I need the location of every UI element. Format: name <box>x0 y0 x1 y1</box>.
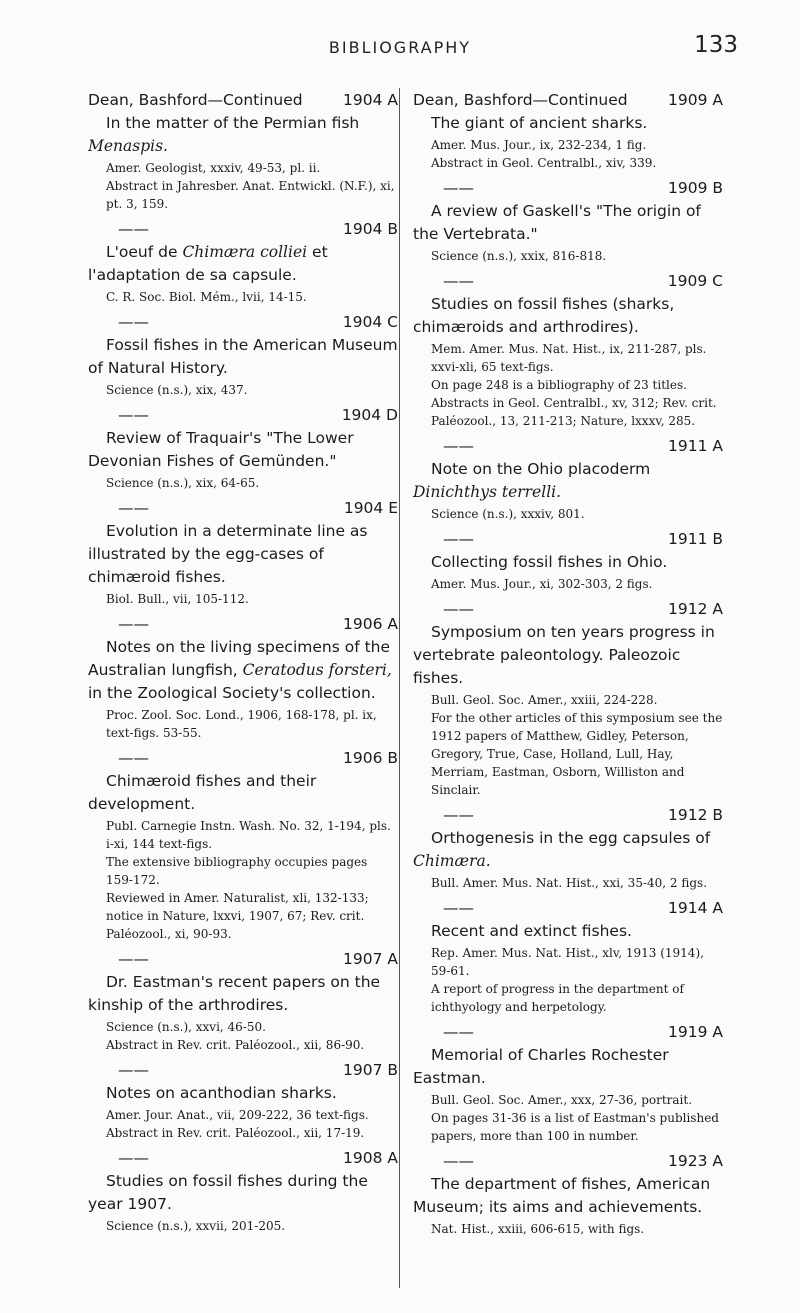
bib-entry: —— 1912 B Orthogenesis in the egg capsules of Chimæra. Bull. Amer. Mus. Nat. Hist., xxi, 35-40, 2 figs. <box>413 803 723 892</box>
entry-citation: Bull. Geol. Soc. Amer., xxiii, 224-228. For the other articles of this symposium see the 1912 papers of Matthew, Gidley, Peterson, Gregory, True, Case, Holland, Lull, Hay, Merriam, Eastman, Osborn, Williston and Sinclair. <box>431 693 723 797</box>
bib-entry: —— 1923 A The department of fishes, American Museum; its aims and achievements. Nat. Hist., xxiii, 606-615, with figs. <box>413 1149 723 1238</box>
bib-entry: —— 1907 B Notes on acanthodian sharks. Amer. Jour. Anat., vii, 209-222, 36 text-figs. Abstract in Rev. crit. Paléozool., xii, 17-19. <box>88 1058 398 1142</box>
bib-entry: —— 1914 A Recent and extinct fishes. Rep. Amer. Mus. Nat. Hist., xlv, 1913 (1914), 59-61. A report of progress in the department of ichthyology and herpetology. <box>413 896 723 1016</box>
bib-entry: —— 1908 A Studies on fossil fishes during the year 1907. Science (n.s.), xxvii, 201-205. <box>88 1146 398 1235</box>
entry-citation: Rep. Amer. Mus. Nat. Hist., xlv, 1913 (1914), 59-61. A report of progress in the department of ichthyology and herpetology. <box>431 946 704 1014</box>
author-heading: Dean, Bashford—Continued <box>413 91 628 109</box>
entry-title: Notes on acanthodian sharks. <box>106 1084 337 1102</box>
entry-year: 1908 A <box>343 1149 398 1167</box>
entry-year: 1909 B <box>667 179 723 197</box>
entry-year: 1919 A <box>668 1023 723 1041</box>
entry-title: The department of fishes, American Museum; its aims and achievements. <box>413 1175 711 1216</box>
entry-year: 1912 A <box>668 600 723 618</box>
entry-title: Studies on fossil fishes (sharks, chimæroids and arthrodires). <box>413 295 675 336</box>
entry-year: 1907 B <box>342 1061 398 1079</box>
entry-year: 1909 C <box>667 272 723 290</box>
entry-citation: Science (n.s.), xxix, 816-818. <box>431 249 607 263</box>
entry-citation: Amer. Mus. Jour., ix, 232-234, 1 fig. Abstract in Geol. Centralbl., xiv, 339. <box>431 138 657 170</box>
entry-citation: Bull. Amer. Mus. Nat. Hist., xxi, 35-40, 2 figs. <box>431 876 708 890</box>
entry-citation: C. R. Soc. Biol. Mém., lvii, 14-15. <box>106 290 307 304</box>
entry-title: Notes on the living specimens of the Australian lungfish, Ceratodus forsteri, in the Zoological Society's collection. <box>88 638 392 702</box>
entry-title: Memorial of Charles Rochester Eastman. <box>413 1046 669 1087</box>
entry-title: Note on the Ohio placoderm Dinichthys terrelli. <box>413 460 651 501</box>
bib-entry: —— 1904 B L'oeuf de Chimæra colliei et l'adaptation de sa capsule. C. R. Soc. Biol. Mém., lvii, 14-15. <box>88 217 398 306</box>
bib-entry: —— 1919 A Memorial of Charles Rochester Eastman. Bull. Geol. Soc. Amer., xxx, 27-36, portrait. On pages 31-36 is a list of Eastman's published papers, more than 100 in number. <box>413 1020 723 1145</box>
entry-year: 1906 B <box>342 749 398 767</box>
entry-title: In the matter of the Permian fish Menaspis. <box>88 114 360 155</box>
entry-year: 1906 A <box>343 615 398 633</box>
entry-citation: Science (n.s.), xxvii, 201-205. <box>106 1219 286 1233</box>
bib-entry: —— 1912 A Symposium on ten years progress in vertebrate paleontology. Paleozoic fishes. Bull. Geol. Soc. Amer., xxiii, 224-228. For the other articles of this symposium see the 1912 papers of Matthew, Gidley, Peterson, Gregory, True, Case, Holland, Lull, Hay, Merriam, Eastman, Osborn, Williston and Sinclair. <box>413 597 723 799</box>
entry-year: 1907 A <box>343 950 398 968</box>
entry-year: 1914 A <box>668 899 723 917</box>
entry-title: Recent and extinct fishes. <box>431 922 632 940</box>
entry-year: 1904 B <box>342 220 398 238</box>
entry-title: Orthogenesis in the egg capsules of Chimæra. <box>413 829 711 870</box>
entry-title: Chimæroid fishes and their development. <box>88 772 317 813</box>
entry-title: Collecting fossil fishes in Ohio. <box>431 553 668 571</box>
entry-citation: Science (n.s.), xix, 437. <box>106 383 248 397</box>
bib-entry: —— 1911 B Collecting fossil fishes in Ohio. Amer. Mus. Jour., xi, 302-303, 2 figs. <box>413 527 723 593</box>
entry-title: A review of Gaskell's "The origin of the Vertebrata." <box>413 202 701 243</box>
entry-year: 1904 A <box>343 91 398 109</box>
entry-citation: Science (n.s.), xxvi, 46-50. Abstract in Rev. crit. Paléozool., xii, 86-90. <box>106 1020 365 1052</box>
entry-title: The giant of ancient sharks. <box>431 114 648 132</box>
entry-title: Studies on fossil fishes during the year 1907. <box>88 1172 368 1213</box>
entry-title: Symposium on ten years progress in vertebrate paleontology. Paleozoic fishes. <box>413 623 715 687</box>
bib-entry: —— 1904 D Review of Traquair's "The Lower Devonian Fishes of Gemünden." Science (n.s.), xix, 64-65. <box>88 403 398 492</box>
entry-group-header <box>413 88 723 112</box>
running-title: BIBLIOGRAPHY <box>328 38 472 57</box>
entry-title: Review of Traquair's "The Lower Devonian Fishes of Gemünden." <box>88 429 354 470</box>
right-column <box>413 88 723 1242</box>
entry-citation: Science (n.s.), xix, 64-65. <box>106 476 260 490</box>
entry-citation: Amer. Geologist, xxxiv, 49-53, pl. ii. Abstract in Jahresber. Anat. Entwickl. (N.F.), xi, pt. 3, 159. <box>106 161 395 211</box>
entry-year: 1911 A <box>668 437 723 455</box>
bib-entry: —— 1911 A Note on the Ohio placoderm Dinichthys terrelli. Science (n.s.), xxxiv, 801. <box>413 434 723 523</box>
entry-citation: Mem. Amer. Mus. Nat. Hist., ix, 211-287, pls. xxvi-xli, 65 text-figs. On page 248 is a bibliography of 23 titles. Abstracts in Geol. Centralbl., xv, 312; Rev. crit. Paléozool., 13, 211-213; Nature, lxxxv, 285. <box>431 342 717 428</box>
left-column <box>88 88 398 1239</box>
bib-entry: —— 1906 A Notes on the living specimens of the Australian lungfish, Ceratodus forsteri, in the Zoological Society's collection. Proc. Zool. Soc. Lond., 1906, 168-178, pl. ix, text-figs. 53-55. <box>88 612 398 742</box>
entry-year: 1909 A <box>668 91 723 109</box>
bib-entry: —— 1904 E Evolution in a determinate line as illustrated by the egg-cases of chimæroid fishes. Biol. Bull., vii, 105-112. <box>88 496 398 608</box>
entry-year: 1904 C <box>342 313 398 331</box>
entry-group-header <box>88 88 398 112</box>
entry-year: 1923 A <box>668 1152 723 1170</box>
entry-year: 1911 B <box>667 530 723 548</box>
entry-year: 1904 E <box>343 499 398 517</box>
running-head <box>0 32 800 74</box>
entry-citation: Science (n.s.), xxxiv, 801. <box>431 507 585 521</box>
page-number: 133 <box>694 32 738 58</box>
entry-citation: Biol. Bull., vii, 105-112. <box>106 592 249 606</box>
entry-citation: Nat. Hist., xxiii, 606-615, with figs. <box>431 1222 645 1236</box>
bib-entry: —— 1906 B Chimæroid fishes and their development. Publ. Carnegie Instn. Wash. No. 32, 1-194, pls. i-xi, 144 text-figs. The extensive bibliography occupies pages 159-172. Reviewed in Amer. Naturalist, xli, 132-133; notice in Nature, lxxvi, 1907, 67; Rev. crit. Paléozool., xi, 90-93. <box>88 746 398 943</box>
entry-citation: Amer. Jour. Anat., vii, 209-222, 36 text-figs. Abstract in Rev. crit. Paléozool., xii, 17-19. <box>106 1108 369 1140</box>
entry-year: 1904 D <box>341 406 398 424</box>
bib-entry: —— 1907 A Dr. Eastman's recent papers on the kinship of the arthrodires. Science (n.s.), xxvi, 46-50. Abstract in Rev. crit. Paléozool., xii, 86-90. <box>88 947 398 1054</box>
bib-entry: —— 1909 B A review of Gaskell's "The origin of the Vertebrata." Science (n.s.), xxix, 816-818. <box>413 176 723 265</box>
column-divider <box>399 88 400 1288</box>
entry-citation: Bull. Geol. Soc. Amer., xxx, 27-36, portrait. On pages 31-36 is a list of Eastman's published papers, more than 100 in number. <box>431 1093 719 1143</box>
bib-entry <box>413 112 723 172</box>
entry-title: L'oeuf de Chimæra colliei et l'adaptation de sa capsule. <box>88 243 328 284</box>
entry-citation: Publ. Carnegie Instn. Wash. No. 32, 1-194, pls. i-xi, 144 text-figs. The extensive bibliography occupies pages 159-172. Reviewed in Amer. Naturalist, xli, 132-133; notice in Nature, lxxvi, 1907, 67; Rev. crit. Paléozool., xi, 90-93. <box>106 819 391 941</box>
author-heading: Dean, Bashford—Continued <box>88 91 303 109</box>
bib-entry: —— 1904 C Fossil fishes in the American Museum of Natural History. Science (n.s.), xix, 437. <box>88 310 398 399</box>
entry-title: Fossil fishes in the American Museum of Natural History. <box>88 336 398 377</box>
entry-citation: Amer. Mus. Jour., xi, 302-303, 2 figs. <box>431 577 653 591</box>
bib-entry: —— 1909 C Studies on fossil fishes (sharks, chimæroids and arthrodires). Mem. Amer. Mus. Nat. Hist., ix, 211-287, pls. xxvi-xli, 65 text-figs. On page 248 is a bibliography of 23 titles. Abstracts in Geol. Centralbl., xv, 312; Rev. crit. Paléozool., 13, 211-213; Nature, lxxxv, 285. <box>413 269 723 430</box>
entry-title: Evolution in a determinate line as illustrated by the egg-cases of chimæroid fishes. <box>88 522 368 586</box>
entry-title: Dr. Eastman's recent papers on the kinship of the arthrodires. <box>88 973 381 1014</box>
entry-citation: Proc. Zool. Soc. Lond., 1906, 168-178, pl. ix, text-figs. 53-55. <box>106 708 377 740</box>
bib-entry <box>88 112 398 213</box>
entry-year: 1912 B <box>667 806 723 824</box>
